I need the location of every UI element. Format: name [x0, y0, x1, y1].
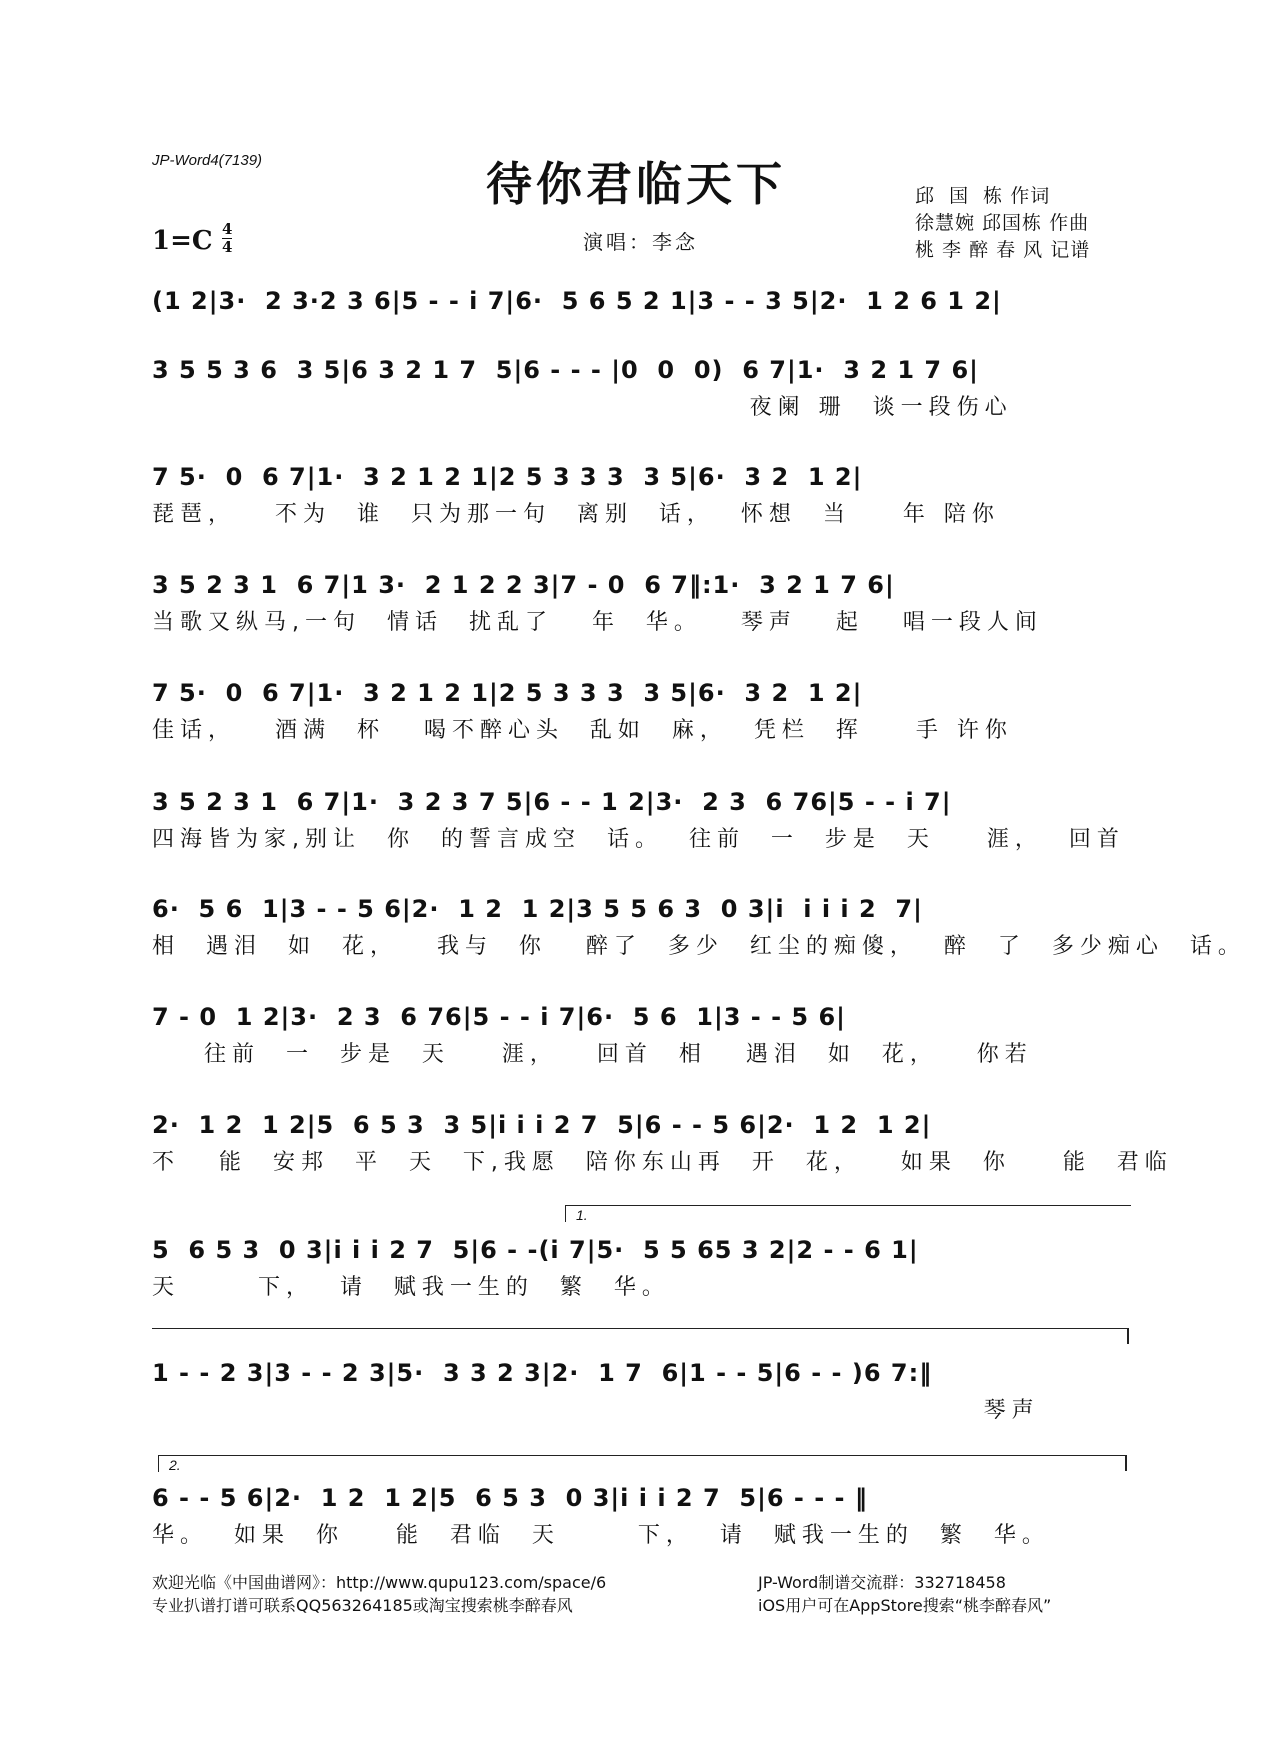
lyric-line: 琴声 [152, 1398, 1040, 1423]
notation-line: 2· 1 2 1 2|5 6 5 3 3 5|i i i 2 7 5|6 - - 5 6|2· 1 2 1 2| [152, 1111, 932, 1139]
footer-group: JP-Word制谱交流群：332718458 [758, 1573, 1006, 1592]
footer-appstore: iOS用户可在AppStore搜索“桃李醉春风” [758, 1596, 1052, 1615]
author-credits [915, 183, 1090, 264]
lyric-line: 相 遇泪 如 花， 我与 你 醉了 多少 红尘的痴傻， 醉 了 多少痴心 话。 [152, 934, 1246, 959]
volta-bracket-2 [158, 1455, 1127, 1472]
lyric-line: 不 能 安邦 平 天 下,我愿 陪你东山再 开 花， 如果 你 能 君临 [152, 1150, 1173, 1175]
notation-line: 7 5· 0 6 7|1· 3 2 1 2 1|2 5 3 3 3 3 5|6· 3 2 1 2| [152, 463, 863, 491]
notation-line: 3 5 2 3 1 6 7|1 3· 2 1 2 2 3|7 - 0 6 7‖:1· 3 2 1 7 6| [152, 571, 895, 599]
volta-end [1127, 1328, 1129, 1344]
notation-line: 3 5 2 3 1 6 7|1· 3 2 3 7 5|6 - - 1 2|3· 2 3 6 76|5 - - i 7| [152, 788, 952, 816]
meter-top: 4 [222, 220, 233, 238]
lyric-line: 往前 一 步是 天 涯， 回首 相 遇泪 如 花， 你若 [152, 1042, 1033, 1067]
volta-bracket-1 [565, 1205, 1131, 1222]
lyric-line: 琵琶， 不为 谁 只为那一句 离别 话， 怀想 当 年 陪你 [152, 502, 1000, 527]
volta-bracket-1-cont [152, 1328, 1128, 1345]
footer-right [758, 1571, 1051, 1617]
volta-1-label: 1. [576, 1207, 588, 1223]
notation-line: 6 - - 5 6|2· 1 2 1 2|5 6 5 3 0 3|i i i 2 7 5|6 - - - ‖ [152, 1484, 868, 1512]
footer-website: 欢迎光临《中国曲谱网》：http://www.qupu123.com/space/6 [152, 1573, 607, 1592]
lyric-line: 华。 如果 你 能 君临 天 下， 请 赋我一生的 繁 华。 [152, 1523, 1050, 1548]
lyric-line: 佳话， 酒满 杯 喝不醉心头 乱如 麻， 凭栏 挥 手 许你 [152, 718, 1013, 743]
notation-line: 6· 5 6 1|3 - - 5 6|2· 1 2 1 2|3 5 5 6 3 0 3|i i i i 2 7| [152, 895, 923, 923]
volta-2-label: 2. [169, 1457, 181, 1473]
key-signature: 1=C [152, 226, 213, 256]
composer-credit: 徐慧婉 邱国栋 作曲 [915, 212, 1090, 234]
notation-line: 5 6 5 3 0 3|i i i 2 7 5|6 - -(i 7|5· 5 5 65 3 2|2 - - 6 1| [152, 1236, 919, 1264]
notation-line: 3 5 5 3 6 3 5|6 3 2 1 7 5|6 - - - |0 0 0) 6 7|1· 3 2 1 7 6| [152, 356, 979, 384]
notation-line: 1 - - 2 3|3 - - 2 3|5· 3 3 2 3|2· 1 7 6|1 - - 5|6 - - )6 7:‖ [152, 1359, 933, 1387]
meter-bottom: 4 [222, 238, 233, 256]
footer-contact: 专业扒谱打谱可联系QQ563264185或淘宝搜索桃李醉春风 [152, 1596, 573, 1615]
notation-line: 7 - 0 1 2|3· 2 3 6 76|5 - - i 7|6· 5 6 1|3 - - 5 6| [152, 1003, 846, 1031]
singer-credit: 演唱：李念 [583, 230, 698, 254]
notation-line: 7 5· 0 6 7|1· 3 2 1 2 1|2 5 3 3 3 3 5|6· 3 2 1 2| [152, 679, 863, 707]
software-watermark: JP-Word4(7139) [152, 152, 263, 169]
lyricist-credit: 邱 国 栋 作词 [915, 185, 1051, 207]
volta-2-end [1125, 1455, 1127, 1471]
lyric-line: 当歌又纵马,一句 情话 扰乱了 年 华。 琴声 起 唱一段人间 [152, 610, 1043, 635]
lyric-line: 四海皆为家,别让 你 的誓言成空 话。 往前 一 步是 天 涯， 回首 [152, 827, 1125, 852]
lyric-line: 夜阑 珊 谈一段伤心 [152, 395, 1013, 420]
time-signature [222, 222, 232, 255]
footer-left [152, 1571, 606, 1617]
notation-line: (1 2|3· 2 3·2 3 6|5 - - i 7|6· 5 6 5 2 1|3 - - 3 5|2· 1 2 6 1 2| [152, 287, 1002, 315]
lyric-line: 天 下， 请 赋我一生的 繁 华。 [152, 1275, 670, 1300]
song-title: 待你君临天下 [486, 157, 786, 211]
transcriber-credit: 桃 李 醉 春 风 记谱 [915, 239, 1091, 261]
